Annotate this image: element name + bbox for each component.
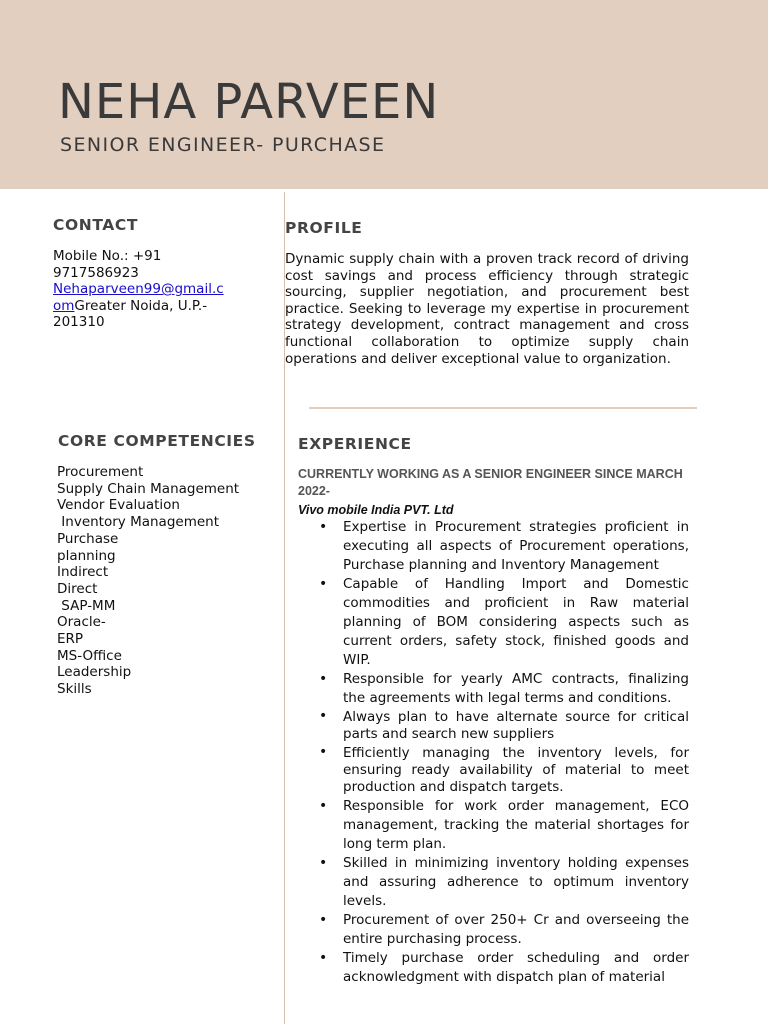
competency-item: ERP	[57, 631, 84, 648]
competency-item: Inventory Management	[57, 514, 219, 531]
competency-item: MS-Office	[57, 647, 122, 664]
bullet-icon: •	[319, 708, 328, 724]
mobile-number: 9717586923	[53, 264, 139, 281]
candidate-role: SENIOR ENGINEER- PURCHASE	[60, 134, 386, 156]
experience-bullet	[319, 518, 689, 575]
bullet-text: Timely purchase order scheduling and order acknowledgment with dispatch plan of material	[343, 950, 689, 985]
contact-block	[53, 248, 253, 331]
experience-bullet	[319, 708, 689, 744]
competency-item: Indirect	[57, 564, 109, 581]
mobile-label: Mobile No.: +91	[53, 248, 162, 264]
contact-heading: CONTACT	[53, 216, 139, 234]
bullet-icon: •	[319, 798, 328, 814]
experience-bullet	[319, 575, 689, 670]
bullet-text: Responsible for work order management, ECO management, tracking the material shortages for long term plan.	[343, 798, 689, 852]
address-postcode: 201310	[53, 314, 105, 330]
job-title: CURRENTLY WORKING AS A SENIOR ENGINEER SINCE MARCH 2022-	[298, 467, 683, 498]
experience-bullet	[319, 854, 689, 911]
experience-heading: EXPERIENCE	[298, 435, 412, 453]
bullet-icon: •	[319, 855, 328, 871]
bullet-text: Skilled in minimizing inventory holding expenses and assuring adherence to optimum inventory levels.	[343, 855, 689, 909]
experience-bullet	[319, 670, 689, 708]
bullet-icon: •	[319, 912, 328, 928]
experience-bullets	[319, 518, 689, 987]
bullet-text: Efficiently managing the inventory levels, for ensuring ready availability of material to meet production and dispatch targets.	[343, 745, 689, 795]
email-link[interactable]: Nehaparveen99@gmail.c	[53, 281, 224, 297]
email-address-line2	[53, 298, 253, 315]
competency-item: Oracle-	[57, 614, 106, 631]
company-name: Vivo mobile India PVT. Ltd	[298, 503, 454, 517]
competencies-list	[57, 464, 277, 698]
competency-item: Procurement	[57, 464, 144, 480]
bullet-text: Expertise in Procurement strategies proficient in executing all aspects of Procurement operations, Purchase planning and Inventory Management	[343, 519, 689, 573]
bullet-icon: •	[319, 950, 328, 966]
email-link-continued[interactable]: om	[53, 297, 75, 314]
competencies-heading: CORE COMPETENCIES	[58, 432, 256, 450]
bullet-text: Capable of Handling Import and Domestic commodities and proficient in Raw material planning of BOM considering aspects such as current orders, safety stock, finished goods and WIP.	[343, 576, 689, 668]
bullet-text: Responsible for yearly AMC contracts, finalizing the agreements with legal terms and conditions.	[343, 671, 689, 706]
competency-item: Vendor Evaluation	[57, 497, 180, 514]
competency-item: Purchase	[57, 530, 119, 547]
experience-bullet	[319, 744, 689, 797]
competency-item: Direct	[57, 580, 98, 597]
bullet-icon: •	[319, 671, 328, 687]
profile-summary: Dynamic supply chain with a proven track record of driving cost savings and process efficiency through strategic sourcing, supplier negotiation, and procurement best practice. Seeking to leverage my expertise in procurement strategy development, contract management and cross functional collaboration to optimize supply chain operations and deliver exceptional value to organization.	[285, 251, 689, 367]
bullet-text: Always plan to have alternate source for critical parts and search new suppliers	[343, 709, 689, 742]
email-address-line	[53, 281, 253, 298]
competency-item: SAP-MM	[57, 597, 116, 614]
bullet-icon: •	[319, 576, 328, 592]
bullet-icon: •	[319, 519, 328, 535]
bullet-icon: •	[319, 744, 328, 760]
experience-bullet	[319, 797, 689, 854]
experience-bullet	[319, 911, 689, 949]
bullet-text: Procurement of over 250+ Cr and overseeing the entire purchasing process.	[343, 912, 689, 947]
section-divider	[309, 407, 697, 409]
header-banner	[0, 0, 768, 189]
competency-item: Supply Chain Management	[57, 480, 240, 497]
competency-item: Leadership	[57, 664, 132, 681]
competency-item: Skills	[57, 681, 92, 698]
candidate-name: NEHA PARVEEN	[58, 74, 440, 130]
experience-bullet	[319, 949, 689, 987]
address-text: Greater Noida, U.P.-	[74, 297, 208, 314]
profile-heading: PROFILE	[285, 219, 363, 237]
competency-item: planning	[57, 547, 116, 564]
